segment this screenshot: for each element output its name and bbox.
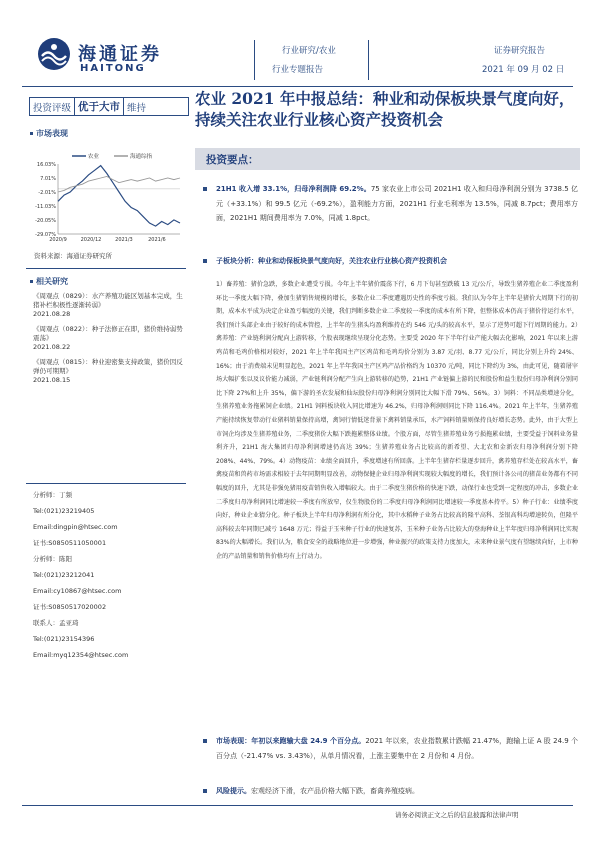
- related-item[interactable]: [33, 292, 185, 319]
- header-divider: [368, 40, 369, 80]
- related-item[interactable]: [33, 325, 185, 352]
- footer-rule: [22, 805, 573, 806]
- sub-sector-analysis: 1）畜养殖：猪价急跌，多数企业遭受亏损。今年上半年猪价震荡下行，6 月下旬甚至跌破 13 元/公斤，导致生猪养殖企业二季度盈利环比一季度大幅下降，叠加生猪销售规模的增长，多数企业二季度遭遇历史性的季度亏损。我们认为今年上半年是猪价大周期下行的初期，成本水平成为决定企业盈亏幅度的关键，我们判断多数企业二季度较一季度的成本有所下降，但整体成本仍高于猪价待运行水平，我们预计头部企业由于较好的成本管控，上半年的生猪头均盈利维持在约 546 元/头的较高水平，显示了逆势可超下行周期的能力。2）禽养殖：产业链利润分配向上游转移，个股表现继续呈现分化态势。主要受 2020 年下半年行业产能大幅去化影响，2021 年以来上游鸡苗和毛鸡价格相对较好，2021 年上半年我国主产区鸡苗和毛鸡均价分别为 3.87 元/羽、8.77 元/公斤，同比分别上升约 24%、16%；由于消费端未见明显起色，2021 年上半年我国主产区鸡产品价格约为 10370 元/吨，同比下降约为 3%，由此可见，随着屠宰场大幅扩张以及议价能力减弱，产业链利润分配产生向上游转移的趋势，21H1 产业链偏上游的民和股份和益生股份归母净利润分别同比下降 27%和上升 35%，偏下游的圣农发展和仙坛股份归母净利润分别同比大幅下滑 79%、56%。3）饲料：不同品类增速分化，生猪养殖业务拖累饲企业绩。21H1 饲料板块收入同比增速为 46.2%，归母净利润则同比下降 116.4%。2021 年上半年，生猪养殖产能持续恢复带动行业猪料销量保持高增，禽饲行情低迷背景下禽料销量承压，水产饲料销量则保持良好增长态势。此外，由于大型上市饲企均涉及生猪养殖业务，二季度猪价大幅下跌拖累整体业绩。个股方面，尽管生猪养殖业务亏损拖累业绩，主要受益于饲料业务量利齐升，21H1 海大集团归母净利润增速仍高达 39%；生猪养殖业务占比较高的新希望、大北农和金新农归母净利润分别下降 208%、44%、79%。4）动物疫苗：业绩全面回升，季度增速有所回落。上半年生猪存栏量逐步回升，禽养殖存栏处在较高水平，畜禽疫苗和兽药市场需求相较于去年同期明显改善，动物保健企业归母净利润实现较大幅度的增长，我们预计各公司的猪苗业务都有不同幅度的回升，尤其是非强免猪用疫苗销售收入增幅较大。由于二季度生猪价格的快速下跌，动保行业也受到一定程度的冲击，多数企业二季度归母净利润同比增速较一季度有所放窄，仅生物股份的二季度归母净利润同比增速较一季度基本持平。5）种子行业：业绩季度向好，种业企业猜分化。种子板块上半年归母净利润有所分化，其中水稻种子业务占比较高的隆平高科、荃银高科均增速转负，但隆平高科较去年同期已减亏 1648 万元；得益于玉米种子行业的快速复苏，玉米种子业务占比较大的登海种业上半年度归母净利润同比实现 83%的大幅增长。我们认为，粮食安全的战略地位进一步增强，种业振兴的政策支持力度加大，未来种业景气度有望继续向好，上市种企的产品销量和销售价格均有上行动力。: [216, 281, 578, 560]
- x-tick-label: 2021/3: [115, 237, 133, 243]
- market-performance-paragraph: 市场表现：年初以来跑输大盘 24.9 个百分点。2021 年以来，农业指数累计跌幅 21.47%，跑输上证 A 股 24.9 个百分点（-21.47% vs. 3.43%），从单月情况看，上涨主要集中在 2 月份和 4 月份。: [216, 734, 578, 763]
- rating-status: 维持: [127, 102, 147, 114]
- x-tick-label: 2020/12: [80, 237, 102, 243]
- header-divider: [254, 40, 255, 80]
- analyst-block: [33, 487, 128, 551]
- analyst-role: 分析师：丁频: [33, 491, 72, 499]
- related-date: 2021.08.15: [33, 376, 71, 384]
- market-heading: 市场表现: [30, 128, 68, 139]
- report-title: 农业 2021 年中报总结：种业和动保板块景气度向好，持续关注农业行业核心资产投资机会: [195, 89, 575, 129]
- related-item[interactable]: [33, 358, 185, 385]
- analyst-role: 分析师：陈阳: [33, 555, 72, 563]
- sub-sector-heading: 子板块分析：种业和动保板块景气度向好，关注农业行业核心资产投资机会: [216, 254, 578, 269]
- analyst-role: 联系人：孟亚琦: [33, 619, 79, 627]
- analyst-email[interactable]: Email:dingpin@htsec.com: [33, 523, 118, 531]
- summary-paragraph: 21H1 收入增 33.1%，归母净利润降 69.2%。75 家农业上市公司 2021H1 收入和归母净利润分别为 3738.5 亿元（+33.1%）和 99.5 亿元（-69.2%），盈利能力方面，2021H1 行业毛利率为 13.5%，同减 8.7pct；费用率方面，2021H1 期间费用率为 7.0%，同减 1.8pct。: [216, 182, 578, 226]
- rating-box: [29, 97, 189, 116]
- disclaimer-footer: 请务必阅读正文之后的信息披露和法律声明: [395, 811, 519, 819]
- analyst-list: [33, 487, 128, 663]
- y-tick-label: -29.07%: [35, 232, 56, 238]
- analyst-tel: Tel:(021)23154396: [33, 635, 95, 643]
- header-rule: [22, 86, 573, 87]
- y-tick-label: -2.01%: [38, 190, 56, 196]
- analyst-block: [33, 551, 128, 615]
- report-type: 行业专题报告: [272, 65, 324, 75]
- report-date: 2021 年 09 月 02 日: [482, 65, 565, 75]
- analyst-email[interactable]: Email:myq12354@htsec.com: [33, 651, 129, 659]
- series-line-agri: [58, 166, 180, 227]
- analyst-tel: Tel:(021)23212041: [33, 571, 95, 579]
- market-performance-chart: [30, 148, 188, 248]
- legend-label: 农业: [88, 154, 100, 160]
- y-tick-label: 7.01%: [40, 176, 56, 182]
- related-heading: 相关研究: [30, 276, 68, 287]
- related-list: [33, 292, 185, 391]
- report-category: 行业研究/农业: [282, 46, 336, 56]
- key-points-heading: 投资要点：: [206, 154, 259, 166]
- y-tick-label: 16.03%: [36, 162, 56, 168]
- report-series: 证券研究报告: [494, 46, 546, 56]
- legend-label: 海通综指: [130, 154, 153, 160]
- series-line-index: [58, 177, 180, 193]
- analyst-tel: Tel:(021)23219405: [33, 507, 95, 515]
- analyst-cert: 证书:S0850511050001: [33, 539, 107, 547]
- related-title[interactable]: 《周观点（0822）：种子法修正在即，猪价维持弱势震荡》: [33, 325, 183, 342]
- y-tick-label: -20.05%: [35, 218, 56, 224]
- y-tick-label: -11.03%: [35, 204, 56, 210]
- analyst-block: [33, 615, 128, 663]
- related-title[interactable]: 《周观点（0815）：种业迎密集支持政策，猪价因反弹仍可期期》: [33, 358, 183, 375]
- rating-label: 投资评级: [33, 102, 72, 114]
- risk-warning-paragraph: 风险提示。宏观经济下滑，农产品价格大幅下跌，畜禽养殖疫病。: [216, 784, 578, 799]
- analyst-email[interactable]: Email:cy10867@htsec.com: [33, 587, 122, 595]
- rating-value: 优于大市: [78, 101, 121, 113]
- related-date: 2021.08.22: [33, 343, 71, 351]
- x-tick-label: 2020/9: [49, 237, 67, 243]
- logo-text-en: HAITONG: [80, 63, 146, 74]
- chart-source: 资料来源：海通证券研究所: [34, 252, 112, 260]
- analyst-cert: 证书:S0850517020002: [33, 603, 107, 611]
- haitong-logo-icon: [37, 37, 71, 71]
- x-tick-label: 2021/6: [148, 237, 166, 243]
- related-date: 2021.08.28: [33, 310, 71, 318]
- logo-text-cn: 海通证券: [78, 44, 162, 65]
- related-title[interactable]: 《周观点（0829）：水产养殖功能区划基本完成，生猪补栏积极性逐渐转弱》: [33, 292, 183, 309]
